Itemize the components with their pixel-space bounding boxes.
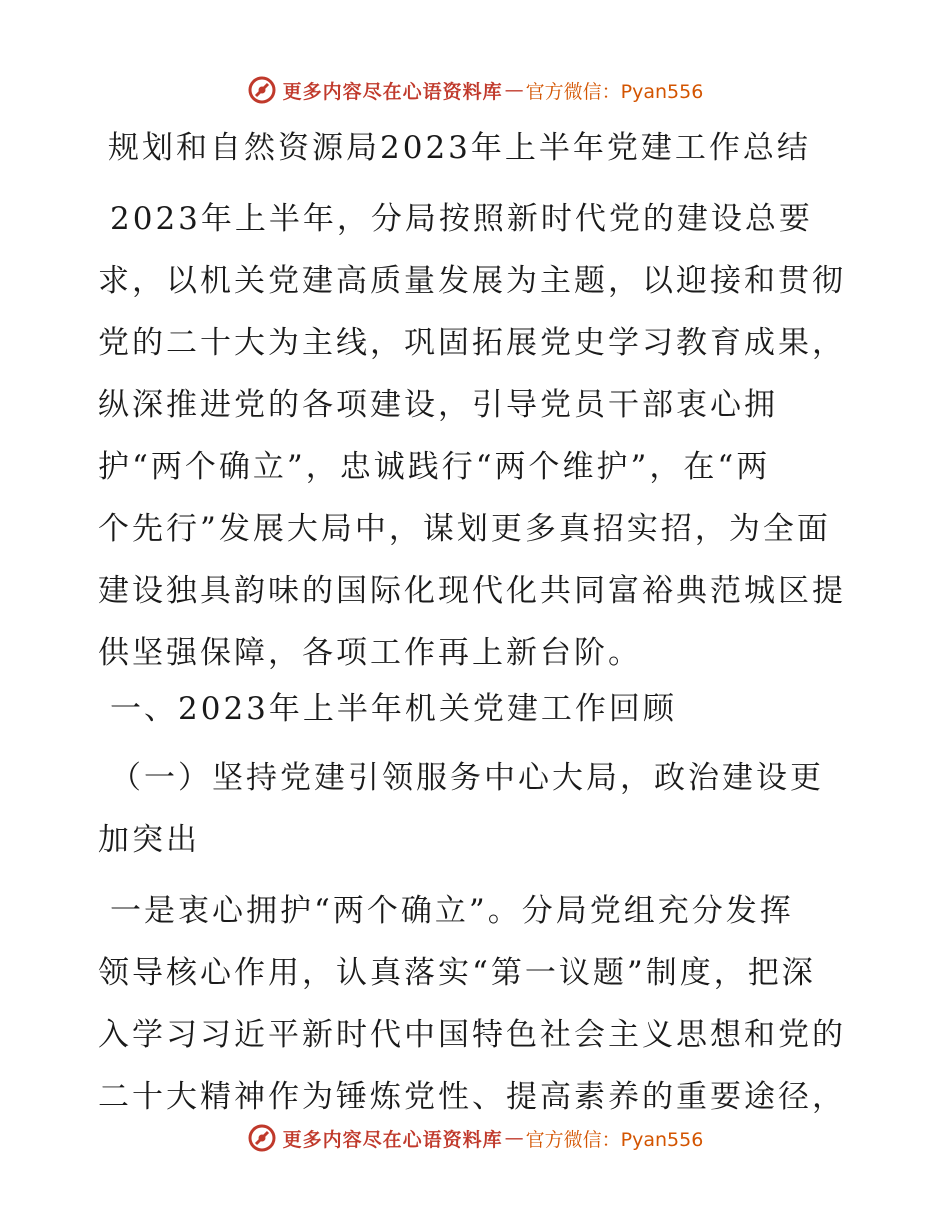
brand-logo-icon [247,1123,277,1153]
watermark-wechat: 官方微信：Pyan556 [525,80,704,103]
watermark-wechat: 官方微信：Pyan556 [525,1128,704,1151]
paragraph-intro [98,188,870,684]
text-line: （一）坚持党建引领服务中心大局，政治建设更 [110,760,824,796]
watermark-text: 更多内容尽在心语资料库 [282,1128,503,1151]
text-line: 建设独具韵味的国际化现代化共同富裕典范城区提 [98,573,846,609]
text-line: 个先行”发展大局中，谋划更多真招实招，为全面 [98,511,831,547]
watermark-text: 更多内容尽在心语资料库 [282,80,503,103]
text-line: 一是衷心拥护“两个确立”。分局党组充分发挥 [110,893,794,929]
footer-watermark [0,1118,950,1158]
section-heading [98,678,870,740]
text-line: 领导核心作用，认真落实“第一议题”制度，把深 [98,955,816,991]
text-line: 2023年上半年，分局按照新时代党的建设总要 [110,201,813,237]
subsection-heading [98,747,870,871]
text-line: 求，以机关党建高质量发展为主题，以迎接和贯彻 [98,263,846,299]
watermark-dash: — [504,79,524,101]
text-line: 纵深推进党的各项建设，引导党员干部衷心拥 [98,387,778,423]
watermark-dash: — [504,1127,524,1149]
text-line: 二十大精神作为锤炼党性、提高素养的重要途径， [98,1079,846,1115]
text-line: 加突出 [98,822,200,858]
paragraph-point-one [98,880,870,1128]
text-line: 党的二十大为主线，巩固拓展党史学习教育成果， [98,325,846,361]
header-watermark [0,70,950,110]
text-line: 护“两个确立”，忠诚践行“两个维护”，在“两 [98,449,771,485]
document-title: 规划和自然资源局2023年上半年党建工作总结 [108,130,811,166]
heading-text: 一、2023年上半年机关党建工作回顾 [110,691,677,727]
brand-logo-icon [247,75,277,105]
text-line: 入学习习近平新时代中国特色社会主义思想和党的 [98,1017,846,1053]
text-line: 供坚强保障，各项工作再上新台阶。 [98,635,642,671]
